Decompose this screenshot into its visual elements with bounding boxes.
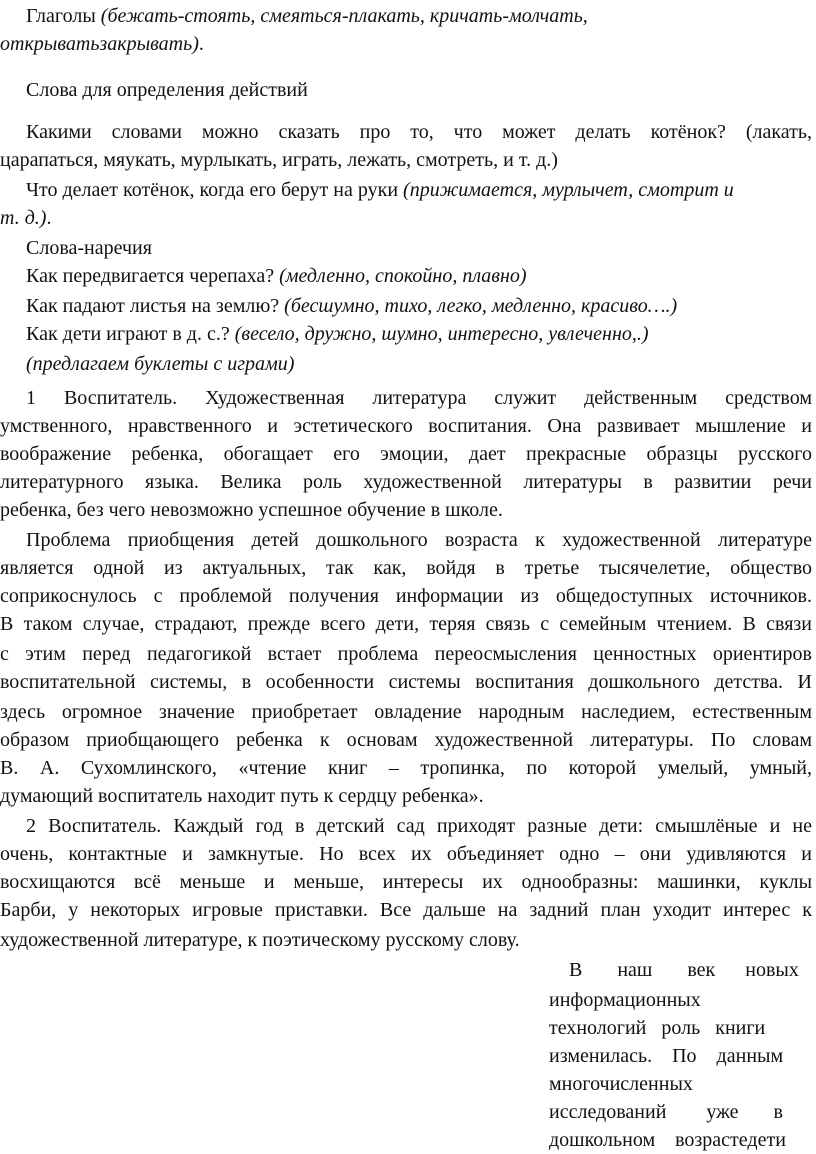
leaves-question xyxy=(0,292,812,320)
kitten-hold-answers-cont: т. д.) xyxy=(0,207,47,229)
kitten-question-line-1: Какими словами можно сказать про то, что может делать котёнок? (лакать, xyxy=(26,121,812,143)
side-column-line-4: изменилась. По данным xyxy=(549,1045,784,1067)
paragraph-1-line-3: воображение ребенка, обогащает его эмоции, дает прекрасные образцы русского xyxy=(0,443,812,465)
verbs-examples: (бежать-стоять, смеяться-плакать, кричать-молчать, xyxy=(100,5,588,27)
turtle-answers: (медленно, спокойно, плавно) xyxy=(279,265,527,287)
kitten-hold-answers: (прижимается, мурлычет, смотрит и xyxy=(403,179,734,201)
paragraph-2-line-9: В. А. Сухомлинского, «чтение книг – тропинка, по которой умелый, умный, xyxy=(0,757,812,779)
leaves-question-text: Как падают листья на землю? xyxy=(26,295,285,317)
side-column-line-6: исследований уже в xyxy=(549,1101,784,1123)
paragraph-2-line-10: думающий воспитатель находит путь к сердцу ребенка». xyxy=(0,785,484,807)
kids-play-question xyxy=(0,320,812,348)
kids-play-question-text: Как дети играют в д. с.? xyxy=(26,323,235,345)
paragraph-3-line-4: Барби, у некоторых игровые приставки. Все дальше на задний план уходит интерес к xyxy=(0,899,812,921)
turtle-question xyxy=(0,262,812,290)
verbs-line-1 xyxy=(0,2,812,30)
booklets-note xyxy=(0,350,812,378)
paragraph-2-line-7: здесь огромное значение приобретает овладение народным наследием, естественным xyxy=(0,701,812,723)
paragraph-3-line-5: художественной литературе, к поэтическому русскому слову. xyxy=(0,929,520,951)
turtle-question-text: Как передвигается черепаха? xyxy=(26,265,280,287)
verbs-examples-cont: открыватьзакрывать) xyxy=(0,33,199,55)
booklets-note-text: (предлагаем буклеты с играми) xyxy=(26,353,295,375)
paragraph-1-line-2: умственного, нравственного и эстетического воспитания. Она развивает мышление и xyxy=(0,415,812,437)
paragraph-3-line-2: очень, контактные и замкнутые. Но всех их объединяет одно – они удивляются и xyxy=(0,843,812,865)
kitten-question-line-2: царапаться, мяукать, мурлыкать, играть, лежать, смотреть, и т. д.) xyxy=(0,149,558,171)
side-column-line-7: дошкольном возрастедети xyxy=(549,1129,786,1151)
side-column-line-5: многочисленных xyxy=(549,1073,693,1095)
verbs-line-2 xyxy=(0,30,812,58)
side-column-line-2: информационных xyxy=(549,989,701,1011)
paragraph-1-line-5: ребенка, без чего невозможно успешное обучение в школе. xyxy=(0,499,503,521)
kids-play-answers: (весело, дружно, шумно, интересно, увлеченно,.) xyxy=(234,323,649,345)
period: . xyxy=(46,207,52,229)
paragraph-1-line-4: литературного языка. Велика роль художественной литературы в развитии речи xyxy=(0,471,812,493)
paragraph-2-line-4: В таком случае, страдают, прежде всего дети, теряя связь с семейным чтением. В связи xyxy=(0,613,812,635)
heading-action-words: Слова для определения действий xyxy=(26,79,308,101)
kitten-hold-line-1 xyxy=(0,176,812,204)
kitten-hold-question: Что делает котёнок, когда его берут на руки xyxy=(26,179,404,201)
paragraph-2-line-6: воспитательной системы, в особенности системы воспитания дошкольного детства. И xyxy=(0,671,812,693)
paragraph-2-line-2: является одной из актуальных, так как, войдя в третье тысячелетие, общество xyxy=(0,557,812,579)
paragraph-2-line-5: с этим перед педагогикой встает проблема переосмысления ценностных ориентиров xyxy=(0,643,812,665)
paragraph-2-line-8: образом приобщающего ребенка к основам художественной литературы. По словам xyxy=(0,729,812,751)
kitten-hold-line-2 xyxy=(0,204,812,232)
leaves-answers: (бесшумно, тихо, легко, медленно, красиво….) xyxy=(284,295,678,317)
paragraph-2-line-3: соприкоснулось с проблемой получения информации из общедоступных источников. xyxy=(0,585,812,607)
side-column-line-3: технологий роль книги xyxy=(549,1017,766,1039)
paragraph-2-line-1: Проблема приобщения детей дошкольного возраста к художественной литературе xyxy=(26,529,812,551)
paragraph-3-line-1: 2 Воспитатель. Каждый год в детский сад приходят разные дети: смышлёные и не xyxy=(26,815,812,837)
side-column-line-1: В наш век новых xyxy=(569,959,799,981)
verbs-label: Глаголы xyxy=(26,5,101,27)
period: . xyxy=(198,33,204,55)
heading-adverbs: Слова-наречия xyxy=(26,237,152,259)
paragraph-1-line-1: 1 Воспитатель. Художественная литература служит действенным средством xyxy=(26,387,812,409)
paragraph-3-line-3: восхищаются всё меньше и меньше, интересы их однообразны: машинки, куклы xyxy=(0,871,812,893)
